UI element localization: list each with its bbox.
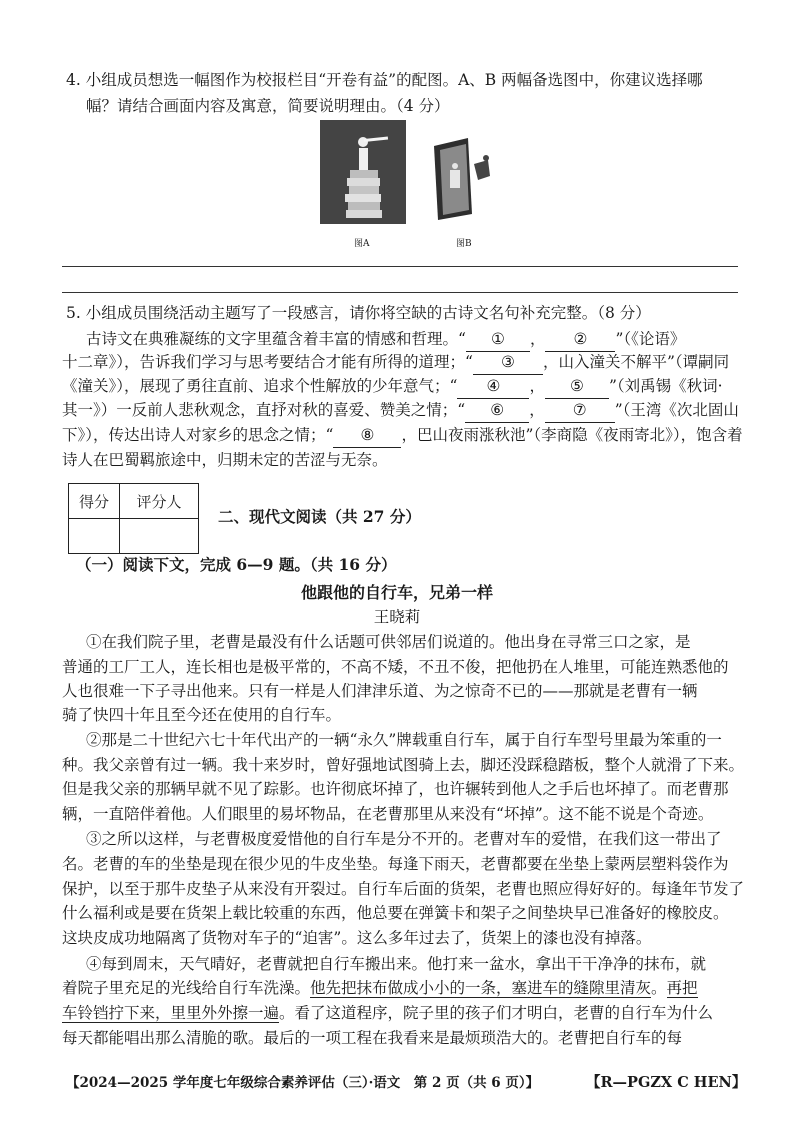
underlined-sentence: 车铃铛拧下来，里里外外擦一遍 <box>62 1004 280 1022</box>
q5-text: 古诗文在典雅凝练的文字里蕴含着丰富的情感和哲理。“ <box>86 330 466 348</box>
article-text: 。看了这道程序，院子里的孩子们才明白，老曹的自行车为什么 <box>279 1004 714 1022</box>
article-p4-line-4: 每天都能唱出那么清脆的歌。最后的一项工程在我看来是最烦琐浩大的。老曹把自行车的每 <box>62 1029 683 1047</box>
q5-text: ， <box>529 377 545 395</box>
q4-line-2: 幅？请结合画面内容及寓意，简要说明理由。（4 分） <box>86 97 450 115</box>
article-p3-line-1: ③之所以这样，与老曹极度爱惜他的自行车是分不开的。老曹对车的爱惜，在我们这一带出了 <box>86 830 722 848</box>
answer-line-1[interactable] <box>62 266 738 267</box>
score-cell[interactable] <box>69 519 120 554</box>
q5-line-1: 5. 小组成员围绕活动主题写了一段感言，请你将空缺的古诗文名句补充完整。（8 分） <box>66 304 651 322</box>
article-p2-line-4: 辆，一直陪伴着他。人们眼里的易坏物品，在老曹那里从来没有“坏掉”。这不能不说是个奇迹。 <box>62 805 714 823</box>
score-header: 得分 <box>69 484 120 519</box>
q5-text: 其一》）一反前人悲秋观念，直抒对秋的喜爱、赞美之情；“ <box>62 401 466 419</box>
q5-text: ， <box>529 401 545 419</box>
grader-header: 评分人 <box>120 484 199 519</box>
underlined-sentence: 再把 <box>666 979 698 997</box>
article-text: 着院子里充足的光线给自行车洗澡。 <box>62 979 311 997</box>
q5-text: 《潼关》），展现了勇往直前、追求个性解放的少年意气；“ <box>62 377 458 395</box>
article-p3-line-2: 名。老曹的车的坐垫是现在很少见的牛皮坐垫。每逢下雨天，老曹都要在坐垫上蒙两层塑料袋作为 <box>62 855 729 873</box>
q5-para-line-4 <box>62 398 739 423</box>
section-heading: 二、现代文阅读（共 27 分） <box>218 507 421 526</box>
article-p3-line-3: 保护，以至于那牛皮垫子从来没有开裂过。自行车后面的货架，老曹也照应得好好的。每逢年节发了 <box>62 880 745 898</box>
q5-text: ”（《论语》 <box>615 330 686 348</box>
figure-b-image <box>428 136 498 222</box>
figure-a-image <box>320 120 406 224</box>
grader-cell[interactable] <box>120 519 199 554</box>
article-p4-line-2 <box>62 976 698 1000</box>
article-p4-line-1: ④每到周末，天气晴好，老曹就把自行车搬出来。他打来一盆水，拿出干干净净的抹布，就 <box>86 955 707 973</box>
blank-6[interactable]: ⑥ <box>465 398 529 423</box>
article-p1-line-4: 骑了快四十年且至今还在使用的自行车。 <box>62 706 342 724</box>
figure-b-caption: 图B <box>456 239 472 249</box>
q5-text: ，山入潼关不解平”（谭嗣同 <box>542 353 730 371</box>
q5-text: ”（刘禹锡《秋词· <box>608 377 723 395</box>
q5-para-line-2 <box>62 350 729 375</box>
q5-para-line-3 <box>62 374 723 399</box>
article-p3-line-4: 什么福利或是要在货架上载比较重的东西，他总要在弹簧卡和架子之间垫块早已准备好的橡胶皮。 <box>62 904 729 922</box>
article-p2-line-2: 种。我父亲曾有过一辆。我十来岁时，曾好强地试图骑上去，脚还没踩稳踏板，整个人就滑了下来。 <box>62 756 745 774</box>
article-p2-line-1: ②那是二十世纪六七十年代出产的一辆“永久”牌载重自行车，属于自行车型号里最为笨重的一 <box>86 731 722 749</box>
blank-2[interactable]: ② <box>545 327 615 352</box>
article-author: 王晓莉 <box>373 608 421 626</box>
article-p1-line-2: 普通的工厂工人，连长相也是极平常的，不高不矮，不丑不俊，把他扔在人堆里，可能连熟悉他的 <box>62 658 729 676</box>
blank-7[interactable]: ⑦ <box>545 398 615 423</box>
q5-para-line-5 <box>62 423 743 448</box>
blank-3[interactable]: ③ <box>473 350 543 375</box>
answer-line-2[interactable] <box>62 292 738 293</box>
article-p1-line-1: ①在我们院子里，老曹是最没有什么话题可供邻居们说道的。他出身在寻常三口之家，是 <box>86 633 691 651</box>
article-title: 他跟他的自行车，兄弟一样 <box>300 583 493 602</box>
underlined-sentence: 他先把抹布做成小小的一条，塞进车的缝隙里清灰 <box>310 979 652 997</box>
figure-a-caption: 图A <box>354 239 370 249</box>
q5-text: ，巴山夜雨涨秋池”（李商隐《夜雨寄北》），饱含着 <box>401 426 743 444</box>
q5-text: 下》），传达出诗人对家乡的思念之情；“ <box>62 426 334 444</box>
q5-text: ， <box>529 330 546 348</box>
blank-4[interactable]: ④ <box>457 374 529 399</box>
article-p1-line-3: 人也很难一下子寻出他来。只有一样是人们津津乐道、为之惊奇不已的——那就是老曹有一辆 <box>62 682 698 700</box>
q4-line-1: 4. 小组成员想选一幅图作为校报栏目“开卷有益”的配图。A、B 两幅备选图中，你建议选择哪 <box>66 71 703 89</box>
blank-1[interactable]: ① <box>466 327 530 352</box>
blank-5[interactable]: ⑤ <box>545 374 609 399</box>
section-subheading: （一）阅读下文，完成 6—9 题。（共 16 分） <box>76 555 397 574</box>
q5-text: 十二章》），告诉我们学习与思考要结合才能有所得的道理；“ <box>62 353 473 371</box>
q5-para-line-1 <box>86 327 685 352</box>
article-text: 。 <box>651 979 667 997</box>
article-p4-line-3 <box>62 1001 713 1025</box>
footer-page-info: 【2024—2025 学年度七年级综合素养评估（三）·语文 第 2 页（共 6 页）】 <box>66 1075 540 1091</box>
footer-code: 【R—PGZX C HEN】 <box>586 1074 747 1091</box>
score-table <box>68 483 199 554</box>
blank-8[interactable]: ⑧ <box>333 423 401 448</box>
article-p3-line-5: 这块皮成功地隔离了货物对车子的“迫害”。这么多年过去了，货架上的漆也没有掉落。 <box>62 929 652 947</box>
q5-text: ”（王湾《次北固山 <box>614 401 739 419</box>
article-p2-line-3: 但是我父亲的那辆早就不见了踪影。也许彻底坏掉了，也许辗转到他人之手后也坏掉了。而老曹那 <box>62 780 729 798</box>
q5-para-line-6: 诗人在巴蜀羁旅途中，归期未定的苦涩与无奈。 <box>62 451 388 469</box>
